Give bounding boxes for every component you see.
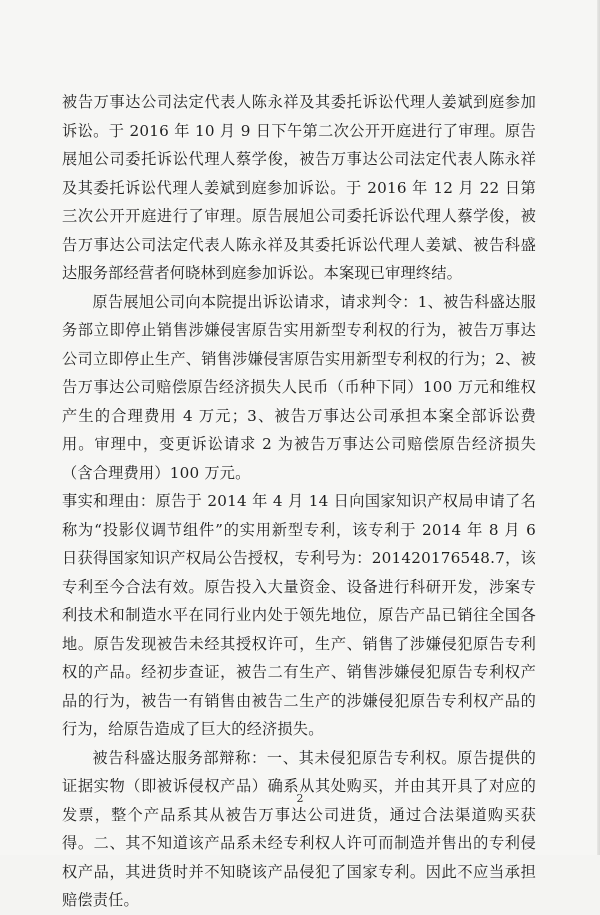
page-number: 2: [296, 792, 304, 805]
document-body: [62, 88, 536, 915]
paragraph-1: 被告万事达公司法定代表人陈永祥及其委托诉讼代理人姜斌到庭参加诉讼。于 2016 年 10 月 9 日下午第二次公开开庭进行了审理。原告展旭公司委托诉讼代理人蔡学俊，被告万事达公司法定代表人陈永祥及其委托诉讼代理人姜斌到庭参加诉讼。于 2016 年 12 月 22 日第三次公开开庭进行了审理。原告展旭公司委托诉讼代理人蔡学俊，被告万事达公司法定代表人陈永祥及其委托诉讼代理人姜斌、被告科盛达服务部经营者何晓林到庭参加诉讼。本案现已审理终结。: [62, 93, 536, 282]
paragraph-3: 事实和理由：原告于 2014 年 4 月 14 日向国家知识产权局申请了名称为“投影仪调节组件”的实用新型专利，该专利于 2014 年 8 月 6 日获得国家知识产权局公告授权，专利号为：201420176548.7，该专利至今合法有效。原告投入大量资金、设备进行科研开发，涉案专利技术和制造水平在同行业内处于领先地位，原告产品已销往全国各地。原告发现被告未经其授权许可，生产、销售了涉嫌侵犯原告专利权的产品。经初步查证，被告二有生产、销售涉嫌侵犯原告专利权产品的行为，被告一有销售由被告二生产的涉嫌侵犯原告专利权产品的行为，给原告造成了巨大的经济损失。: [62, 492, 536, 738]
paragraph-4: 被告科盛达服务部辩称：一、其未侵犯原告专利权。原告提供的证据实物（即被诉侵权产品）确系从其处购买，并由其开具了对应的发票，整个产品系其从被告万事达公司进货，通过合法渠道购买获得。二、其不知道该产品系未经专利权人许可而制造并售出的专利侵权产品，其进货时并不知晓该产品侵犯了国家专利。因此不应当承担赔偿责任。: [62, 748, 536, 909]
paragraph-2: 原告展旭公司向本院提出诉讼请求，请求判令：1、被告科盛达服务部立即停止销售涉嫌侵害原告实用新型专利权的行为，被告万事达公司立即停止生产、销售涉嫌侵害原告实用新型专利权的行为；2、被告万事达公司赔偿原告经济损失人民币（币种下同）100 万元和维权产生的合理费用 4 万元；3、被告万事达公司承担本案全部诉讼费用。审理中，变更诉讼请求 2 为被告万事达公司赔偿原告经济损失（含合理费用）100 万元。: [62, 292, 536, 482]
